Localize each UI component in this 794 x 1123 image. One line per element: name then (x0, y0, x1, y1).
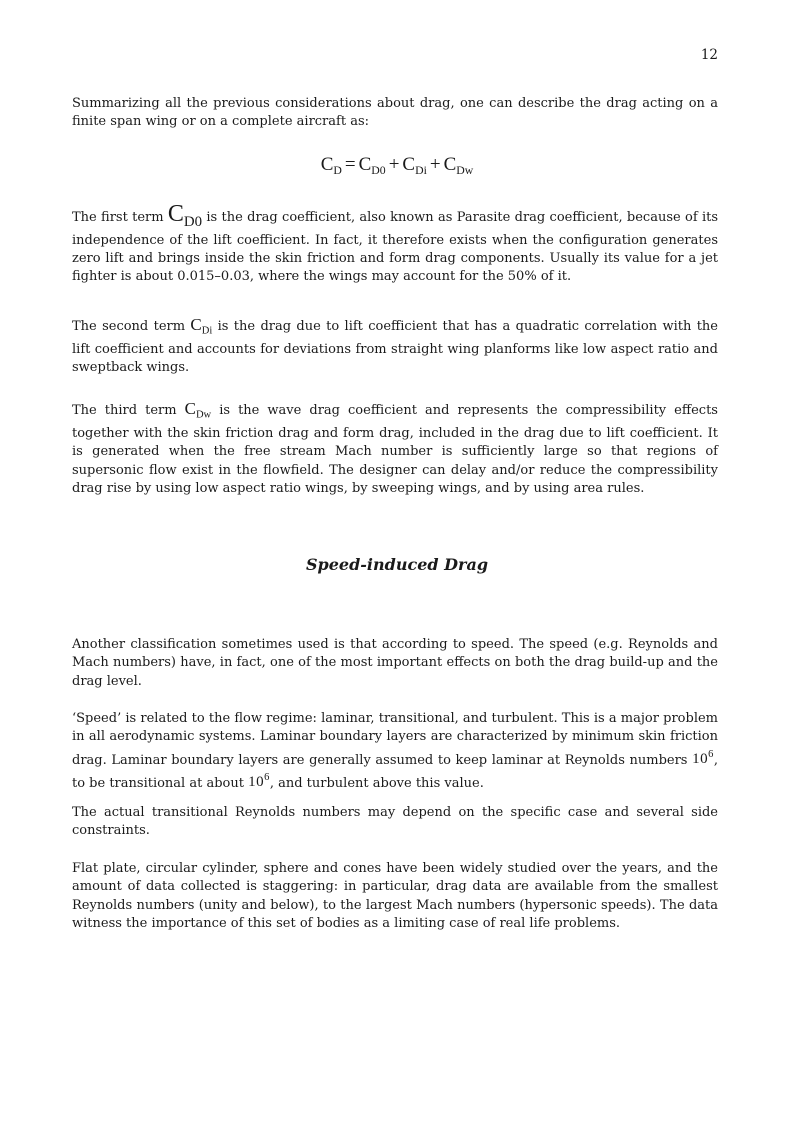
page-number: 12 (700, 47, 718, 63)
eq-plus-sign: + (429, 154, 441, 175)
second-term-paragraph: The second term $C_{Di}$ is the drag due to lift coefficient that has a quadratic correlation with the lift coefficient and accounts for deviations from straight wing planforms like low aspect ratio and sweptback wings. (72, 315, 718, 376)
speed-classification-paragraph: Another classification sometimes used is that according to speed. The speed (e.g. Reynolds and Mach numbers) have, in fact, one of the most important effects on both the drag build-up and the drag level. (72, 637, 718, 689)
intro-paragraph: Summarizing all the previous considerations about drag, one can describe the drag acting on a finite span wing or on a complete aircraft as: (72, 96, 718, 130)
cdw-symbol: $C_{Dw}$ (184, 399, 212, 421)
eq-term-cdi: $C_{Di}$ (402, 154, 427, 178)
first-term-paragraph: The first term $C_{D0}$ is the drag coefficient, also known as Parasite drag coefficient, because of its independence of the lift coefficient. In fact, it therefore exists when the configuration generates zero lift and brings inside the skin friction and form drag components. Usually its value for a jet fighter is about 0.015–0.03, where the wings may account for the 50% of it. (72, 201, 718, 285)
eq-term-cdw: $C_{Dw}$ (443, 154, 474, 178)
reynolds-number-2: $10^6$ (248, 772, 270, 791)
cdi-symbol: $C_{Di}$ (190, 315, 213, 337)
reynolds-number-1: $10^6$ (692, 749, 714, 768)
flow-regime-paragraph: ‘Speed’ is related to the flow regime: laminar, transitional, and turbulent. This is a major problem in all aerodynamic systems. Laminar boundary layers are characterized by minimum skin friction drag. Laminar boundary layers are generally assumed to keep laminar at Reynolds numbers $10^6$, to be transitional at about $10^6$, and turbulent above this value. (72, 711, 718, 791)
eq-equals-sign: = (344, 154, 356, 175)
eq-plus-sign: + (388, 154, 400, 175)
drag-equation (0, 154, 794, 178)
cd0-symbol: $C_{D0}$ (167, 201, 203, 231)
third-term-paragraph: The third term $C_{Dw}$ is the wave drag coefficient and represents the compressibility effects together with the skin friction drag and form drag, included in the drag due to lift coefficient. It is generated when the free stream Mach number is sufficiently large so that regions of supersonic flow exist in the flowfield. The designer can delay and/or reduce the compressibility drag rise by using low aspect ratio wings, by sweeping wings, and by using area rules. (72, 399, 718, 496)
eq-term-cd0: $C_{D0}$ (358, 154, 386, 178)
bodies-data-paragraph: Flat plate, circular cylinder, sphere and cones have been widely studied over the years, and the amount of data collected is staggering: in particular, drag data are available from the smallest Reynolds numbers (unity and below), to the largest Mach numbers (hypersonic speeds). The data witness the importance of this set of bodies as a limiting case of real life problems. (72, 861, 718, 931)
section-heading: Speed-induced Drag (306, 555, 488, 574)
eq-lhs: $C_D$ (320, 154, 342, 178)
transitional-reynolds-paragraph: The actual transitional Reynolds numbers may depend on the specific case and several side constraints. (72, 805, 718, 839)
